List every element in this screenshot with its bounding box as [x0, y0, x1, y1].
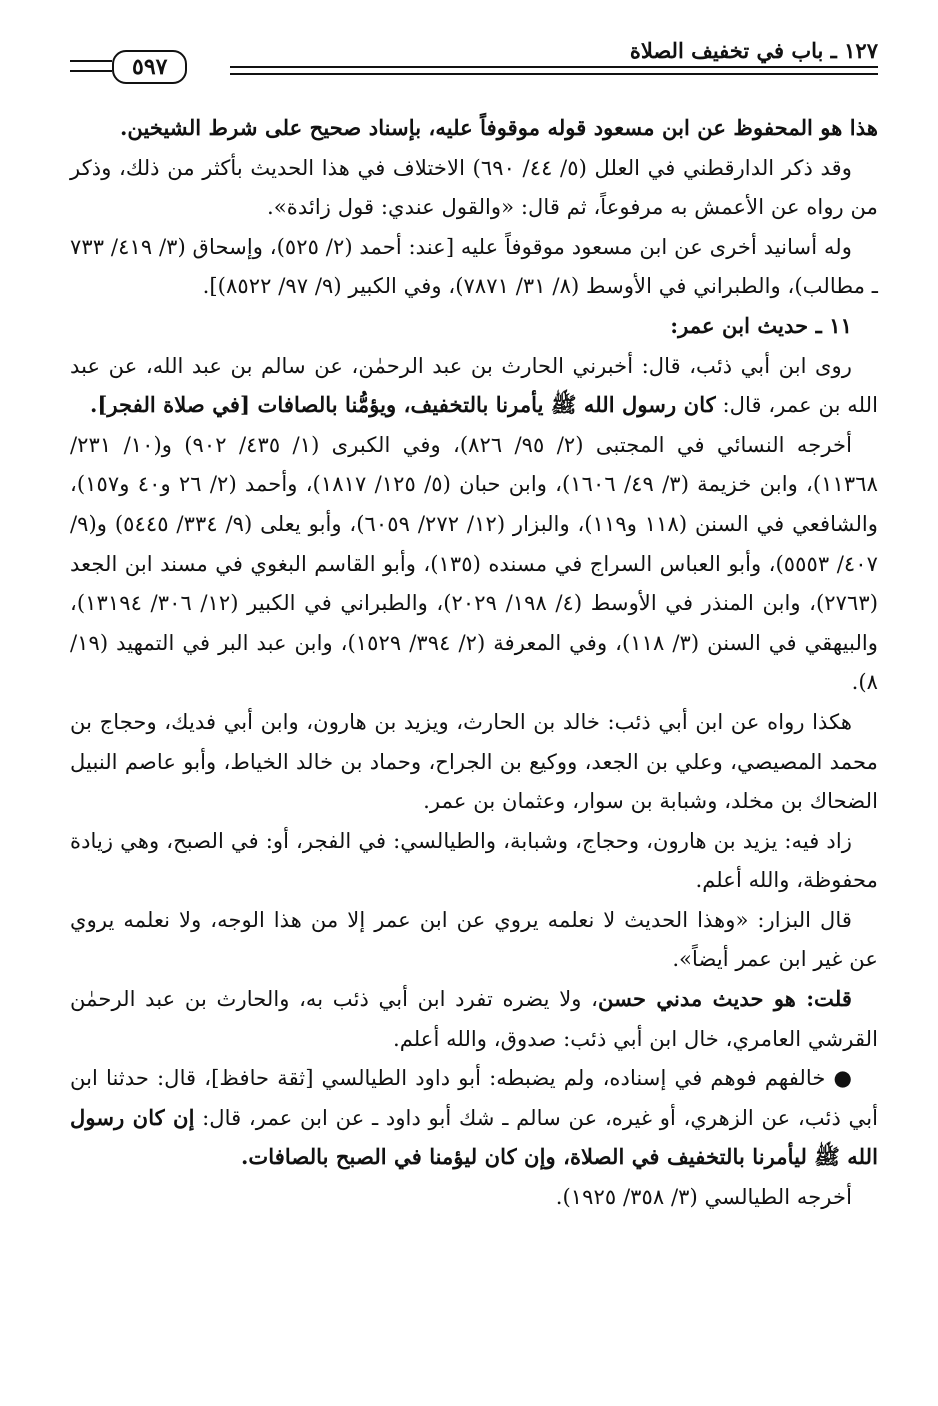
- text-segment: أخرجه النسائي في المجتبى (٢/ ٩٥/ ٨٢٦)، وفي الكبرى (١/ ٤٣٥/ ٩٠٢) و(١٠/ ٢٣١/ ١١٣٦٨)، وابن خزيمة (٣/ ٤٩/ ١٦٠٦)، وابن حبان (٥/ ١٢٥/ ١٨١٧)، وأحمد (٢/ ٢٦ و٤٠ و١٥٧)، والشافعي في السنن (١١٨ و١١٩)، والبزار (١٢/ ٢٧٢/ ٦٠٥٩)، وأبو يعلى (٩/ ٣٣٤/ ٥٤٤٥) و(٩/ ٤٠٧/ ٥٥٥٣)، وأبو العباس السراج في مسنده (١٣٥)، وأبو القاسم البغوي في مسند ابن الجعد (٢٧٦٣)، وابن المنذر في الأوسط (٤/ ١٩٨/ ٢٠٢٩)، والطبراني في الكبير (١٢/ ٣٠٦/ ١٣١٩٤)، والبيهقي في السنن (٣/ ١١٨)، وفي المعرفة (٢/ ٣٩٤/ ١٥٢٩)، وابن عبد البر في التمهيد (١٩/ ٨).: [70, 431, 879, 695]
- paragraph: [70, 900, 878, 979]
- bold-text: كان رسول الله ﷺ يأمرنا بالتخفيف، ويؤمُّنا بالصافات [في صلاة الفجر].: [89, 392, 716, 418]
- header-rule: [230, 66, 878, 75]
- paragraph: [70, 821, 878, 900]
- text-segment: روى ابن أبي ذئب، قال: أخبرني الحارث بن عبد الرحمٰن، عن سالم بن عبد الله، عن عبد الله بن عمر، قال:: [70, 352, 878, 418]
- paragraph: [70, 979, 878, 1058]
- text-segment: زاد فيه: يزيد بن هارون، وحجاج، وشبابة، والطيالسي: في الفجر، أو: في الصبح، وهي زيادة محفوظة، والله أعلم.: [70, 827, 878, 893]
- paragraph: [70, 702, 878, 821]
- text-segment: قال البزار: «وهذا الحديث لا نعلمه يروي عن ابن عمر إلا من هذا الوجه، ولا نعلمه يروي عن غير ابن عمر أيضاً».: [70, 906, 878, 972]
- bold-text: ١١ ـ حديث ابن عمر:: [670, 312, 852, 338]
- page-header: [70, 38, 878, 98]
- bold-text: إن كان رسول الله ﷺ ليأمرنا بالتخفيف في الصلاة، وإن كان ليؤمنا في الصبح بالصافات.: [70, 1104, 878, 1170]
- paragraph: [70, 148, 878, 227]
- paragraph: [70, 1058, 878, 1177]
- text-segment: وقد ذكر الدارقطني في العلل (٥/ ٤٤/ ٦٩٠) الاختلاف في هذا الحديث بأكثر من ذلك، وذكر من رواه عن الأعمش به مرفوعاً، ثم قال: «والقول عندي: قول زائدة».: [70, 154, 878, 220]
- text-segment: هكذا رواه عن ابن أبي ذئب: خالد بن الحارث، ويزيد بن هارون، وابن أبي فديك، وحجاج بن محمد المصيصي، وعلي بن الجعد، ووكيع بن الجراح، وحماد بن خالد الخياط، وأبو عاصم النبيل الضحاك بن مخلد، وشبابة بن سوار، وعثمان بن عمر.: [70, 708, 878, 814]
- section-heading: [70, 306, 878, 346]
- paragraph: [70, 1177, 878, 1217]
- paragraph: [70, 108, 878, 148]
- bold-text: قلت: هو حديث مدني حسن: [597, 986, 853, 1012]
- bold-text: هذا هو المحفوظ عن ابن مسعود قوله موقوفاً عليه، بإسناد صحيح على شرط الشيخين.: [119, 115, 878, 140]
- text-segment: وله أسانيد أخرى عن ابن مسعود موقوفاً عليه [عند: أحمد (٢/ ٥٢٥)، وإسحاق (٣/ ٤١٩/ ٧٣٣ ـ مطالب)، والطبراني في الأوسط (٨/ ٣١/ ٧٨٧١)، وفي الكبير (٩/ ٩٧/ ٨٥٢٢)].: [70, 233, 878, 299]
- header-rule-left: [70, 60, 112, 72]
- chapter-title: ١٢٧ ـ باب في تخفيف الصلاة: [622, 38, 878, 63]
- text-segment: ، ولا يضره تفرد ابن أبي ذئب به، والحارث بن عبد الرحمٰن القرشي العامري، خال ابن أبي ذئب: صدوق، والله أعلم.: [70, 986, 878, 1051]
- page-number: ٥٩٧: [112, 50, 187, 84]
- text-segment: أخرجه الطيالسي (٣/ ٣٥٨/ ١٩٢٥).: [555, 1184, 852, 1210]
- paragraph: [70, 425, 878, 702]
- body-text: [70, 108, 878, 1388]
- text-segment: ● خالفهم فوهم في إسناده، ولم يضبطه: أبو داود الطيالسي [ثقة حافظ]، قال: حدثنا ابن أبي ذئب، عن الزهري، أو غيره، عن سالم ـ شك أبو داود ـ عن ابن عمر، قال:: [70, 1065, 878, 1130]
- paragraph: [70, 346, 878, 425]
- paragraph: [70, 227, 878, 306]
